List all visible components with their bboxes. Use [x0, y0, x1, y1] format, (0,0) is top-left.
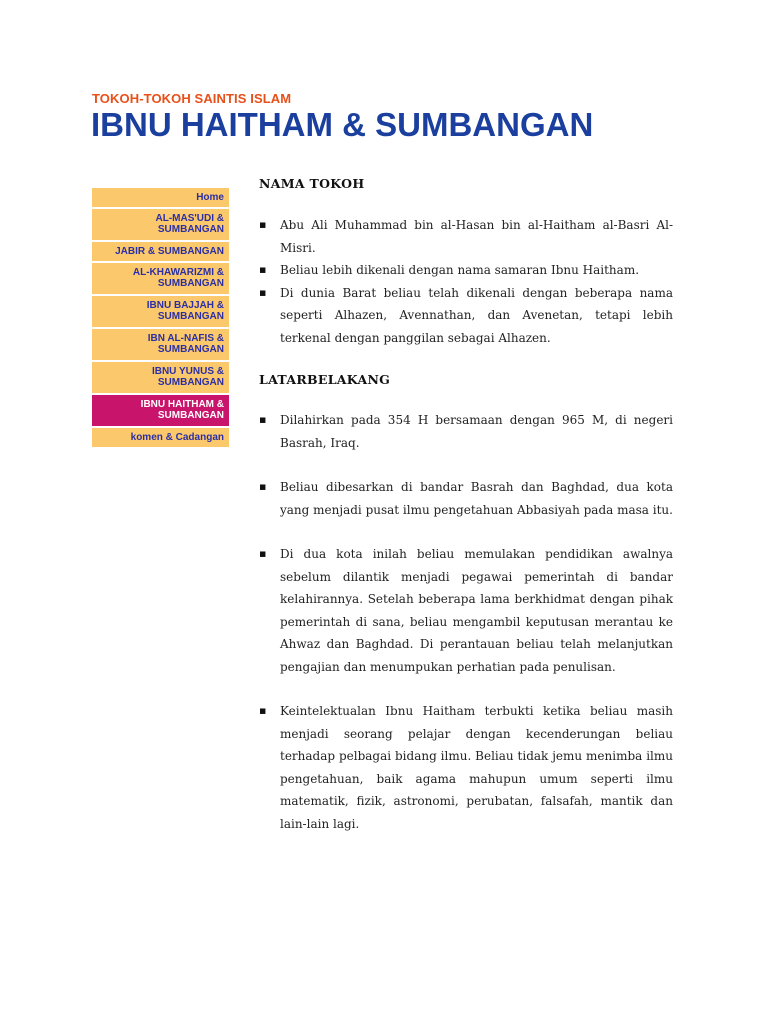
list-item: ▪ Di dua kota inilah beliau memulakan pendidikan awalnya sebelum dilantik menjadi pegawai pemerintah di bandar kelahirannya. Setelah beberapa lama berkhidmat dengan pihak pemerintah di sana, beliau mengambil keputusan merantau ke Ahwaz dan Baghdad. Di perantauan beliau telah melanjutkan pengajian dan menumpukan perhatian pada penulisan.	[259, 543, 673, 678]
list-item: ▪ Beliau dibesarkan di bandar Basrah dan Baghdad, dua kota yang menjadi pusat ilmu pengetahuan Abbasiyah pada masa itu.	[259, 476, 673, 521]
nav-item-komen-cadangan[interactable]: komen & Cadangan	[92, 428, 229, 447]
nav-item-home[interactable]: Home	[92, 188, 229, 207]
list-item: ▪ Beliau lebih dikenali dengan nama samaran Ibnu Haitham.	[259, 259, 673, 282]
page-title: IBNU HAITHAM & SUMBANGAN	[91, 106, 594, 143]
main-content	[259, 176, 673, 857]
list-item: ▪ Abu Ali Muhammad bin al-Hasan bin al-Haitham al-Basri Al-Misri.	[259, 214, 673, 259]
list-item: ▪ Dilahirkan pada 354 H bersamaan dengan 965 M, di negeri Basrah, Iraq.	[259, 409, 673, 454]
nama-tokoh-list	[259, 214, 673, 349]
nav-item-ibnu-bajjah[interactable]: IBNU BAJJAH & SUMBANGAN	[92, 296, 229, 327]
nav-item-ibnu-haitham[interactable]: IBNU HAITHAM & SUMBANGAN	[92, 395, 229, 426]
section-heading-latarbelakang: LATARBELAKANG	[259, 372, 391, 387]
nav-item-ibn-al-nafis[interactable]: IBN AL-NAFIS & SUMBANGAN	[92, 329, 229, 360]
site-supertitle: TOKOH-TOKOH SAINTIS ISLAM	[92, 91, 292, 106]
nav-item-jabir[interactable]: JABIR & SUMBANGAN	[92, 242, 229, 261]
nav-item-al-khawarizmi[interactable]: AL-KHAWARIZMI & SUMBANGAN	[92, 263, 229, 294]
list-item: ▪ Di dunia Barat beliau telah dikenali dengan beberapa nama seperti Alhazen, Avennathan, dan Avenetan, tetapi lebih terkenal dengan panggilan sebagai Alhazen.	[259, 282, 673, 350]
latarbelakang-list	[259, 409, 673, 835]
nav-item-ibnu-yunus[interactable]: IBNU YUNUS & SUMBANGAN	[92, 362, 229, 393]
list-item: ▪ Keintelektualan Ibnu Haitham terbukti ketika beliau masih menjadi seorang pelajar dengan kecenderungan beliau terhadap pelbagai bidang ilmu. Beliau tidak jemu menimba ilmu pengetahuan, baik agama mahupun umum seperti ilmu matematik, fizik, astronomi, perubatan, falsafah, mantik dan lain-lain lagi.	[259, 700, 673, 835]
sidebar-nav	[92, 188, 229, 449]
section-heading-nama-tokoh: NAMA TOKOH	[259, 176, 365, 191]
nav-item-al-masudi[interactable]: AL-MAS'UDI & SUMBANGAN	[92, 209, 229, 240]
